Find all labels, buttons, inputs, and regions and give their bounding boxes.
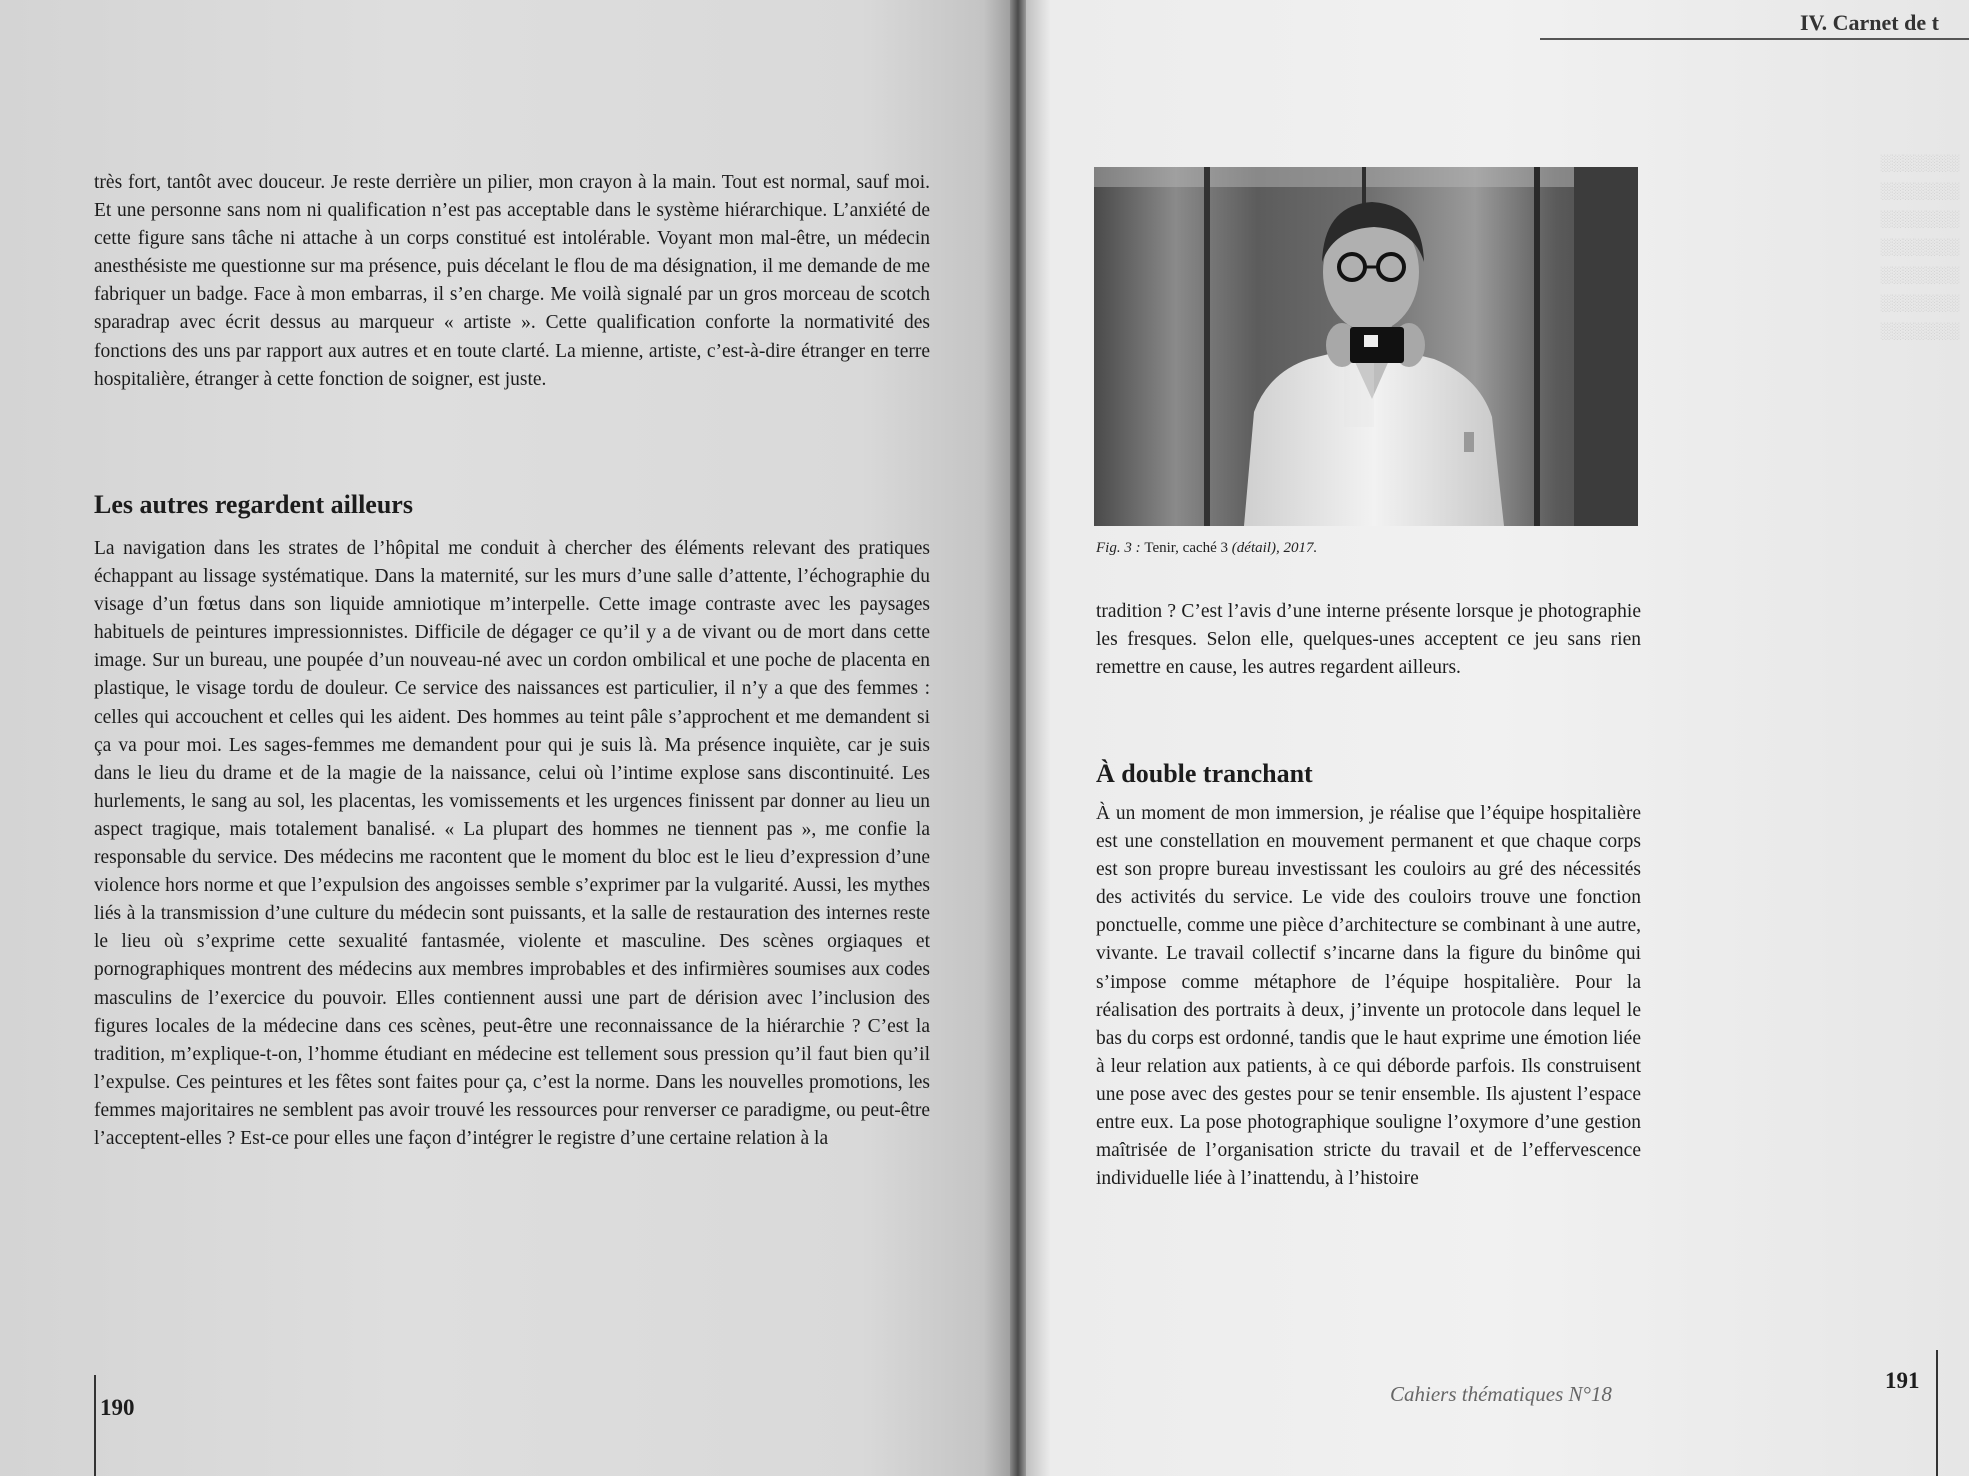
- left-folio-rule: [94, 1375, 96, 1476]
- running-head: IV. Carnet de t: [1800, 10, 1939, 35]
- right-paragraph-continued: tradition ? C’est l’avis d’une interne présente lorsque je photographie les fresques. Selon elle, quelques-unes acceptent ce jeu sans rien remettre en cause, les autres regardent ailleurs.: [1096, 601, 1641, 679]
- right-section-heading: À double tranchant: [1096, 759, 1313, 788]
- right-folio-rule: [1936, 1350, 1938, 1476]
- running-head-rule: [1540, 38, 1969, 40]
- left-section-heading: Les autres regardent ailleurs: [94, 490, 413, 519]
- right-page-number: 191: [1885, 1368, 1920, 1393]
- book-spine: [1010, 0, 1026, 1476]
- elevator-selfie-image: [1094, 167, 1638, 526]
- left-paragraph-main: La navigation dans les strates de l’hôpital me conduit à chercher des éléments relevant des pratiques échappant au lissage systématique. Dans la maternité, sur les murs d’une salle d’attente, l’échographie du visage d’un fœtus dans son liquide amniotique m’interpelle. Cette image contraste avec les paysages habituels de peintures impressionnistes. Difficile de dégager ce qu’il y a de vivant ou de mort dans cette image. Sur un bureau, une poupée d’un nouveau-né avec un cordon ombilical et une poche de placenta en plastique, le visage tordu de douleur. Ce service des naissances est particulier, il n’y a que des femmes : celles qui accouchent et celles qui les aident. Des hommes au teint pâle s’approchent et me demandent si ça va pour moi. Les sages-femmes me demandent pour qui je suis là. Ma présence inquiète, car je suis dans le lieu du drame et de la magie de la naissance, celui où l’intime explose sans discontinuité. Les hurlements, le sang au sol, les placentas, les vomissements et les urgences finissent par donner au lieu un aspect tragique, mais totalement banalisé. « La plupart des hommes ne tiennent pas », me confie la responsable du service. Des médecins me racontent que le moment du bloc est le lieu d’expression d’une violence hors norme et que l’expulsion des angoisses semble s’exprimer par la vulgarité. Aussi, les mythes liés à la transmission d’une culture du médecin sont puissants, et la salle de restauration des internes reste le lieu où s’exprime cette sexualité fantasmée, violente et masculine. Des scènes orgiaques et pornographiques montrent des médecins aux membres improbables et des infirmières soumises aux codes masculins de l’exercice du pouvoir. Elles contiennent aussi une part de dérision avec l’inclusion des figures locales de la médecine dans ces scènes, peut-être une reconnaissance de la hiérarchie ? C’est la tradition, m’explique-t-on, l’homme étudiant en médecine est tellement sous pression qu’il faut bien qu’il l’expulse. Ces peintures et les fêtes sont faites pour ça, c’est la norme. Dans les nouvelles promotions, les femmes majoritaires ne semblent pas avoir trouvé les ressources pour renverser ce paradigme, ou peut-être l’acceptent-elles ? Est-ce pour elles une façon d’intégrer le registre d’une certaine relation à la: [94, 538, 930, 1149]
- figure-caption: [1096, 540, 1317, 557]
- figure-photo: [1094, 167, 1638, 526]
- left-page-number: 190: [100, 1395, 135, 1420]
- right-paragraph-main: À un moment de mon immersion, je réalise que l’équipe hospitalière est une constellation en mouvement permanent et que chaque corps est son propre bureau investissant les couloirs au gré des nécessités des activités du service. Le vide des couloirs trouve une fonction ponctuelle, comme une pièce d’architecture se combinant à une autre, vivante. Le travail collectif s’incarne dans la figure du binôme qui s’impose comme métaphore de l’équipe hospitalière. Pour la réalisation des portraits à deux, j’invente un protocole dans lequel le bas du corps est ordonné, tandis que le haut exprime une émotion liée à leur relation aux patients, à ce qui déborde parfois. Ils construisent une pose avec des gestes pour se tenir ensemble. Ils ajustent l’espace entre eux. La pose photographique souligne l’oxymore d’une gestion maîtrisée de l’organisation stricte du travail et de l’effervescence individuelle liée à l’inattendu, à l’histoire: [1096, 803, 1641, 1190]
- show-through-text: ░░░░░░░ ░░░░░░░ ░░░░░░░ ░░░░░░░ ░░░░░░░ ░░░░░░░ ░░░░░░░: [1880, 155, 1960, 340]
- left-paragraph-continued: très fort, tantôt avec douceur. Je reste derrière un pilier, mon crayon à la main. Tout est normal, sauf moi. Et une personne sans nom ni qualification n’est pas acceptable dans le système hiérarchique. L’anxiété de cette figure sans tâche ni attache à un corps constitué est intolérable. Voyant mon mal-être, un médecin anesthésiste me questionne sur ma présence, puis décelant le flou de ma désignation, il me demande de me fabriquer un badge. Face à mon embarras, il s’en charge. Me voilà signalé par un gros morceau de scotch sparadrap avec écrit dessus au marqueur « artiste ». Cette qualification conforte la normativité des fonctions des uns par rapport aux autres et en toute clarté. La mienne, artiste, c’est-à-dire étranger en terre hospitalière, étranger à cette fonction de soigner, est juste.: [94, 172, 930, 390]
- journal-footer: Cahiers thématiques N°18: [1390, 1382, 1612, 1406]
- caption-label: Fig. 3 :: [1096, 540, 1141, 556]
- caption-title: Tenir, caché 3: [1144, 540, 1229, 556]
- caption-detail: (détail), 2017.: [1231, 540, 1318, 556]
